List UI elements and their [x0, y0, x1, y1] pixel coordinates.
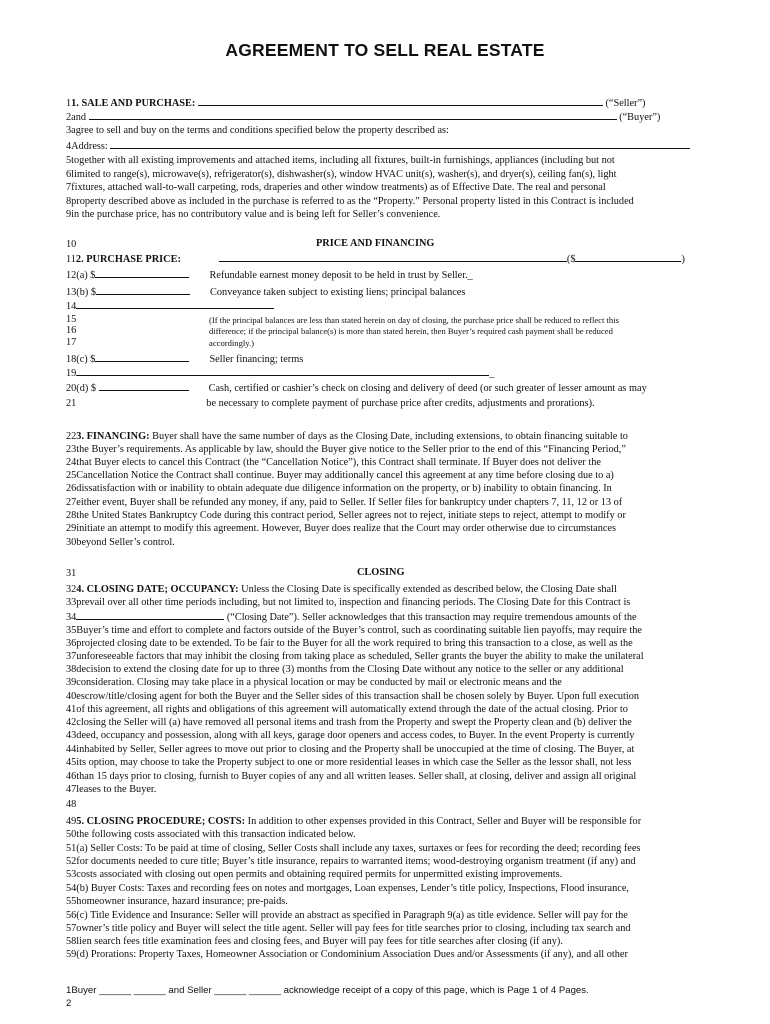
line-28: 28the United States Bankruptcy Code during this contract period, Seller agrees not to reject, initiate steps to reject, attempt to modify or: [66, 510, 626, 521]
earnest-money-blank[interactable]: [95, 268, 189, 278]
line-46: 46than 15 days prior to closing, furnish to Buyer copies of any and all written leases. Seller shall, at closing, deliver and assign all original: [66, 771, 637, 782]
line-9: 9in the purchase price, has no contributory value and is being left for Seller’s convenience.: [66, 209, 441, 220]
page-footer: [66, 984, 589, 1010]
line-49: 495. CLOSING PROCEDURE; COSTS: In addition to other expenses provided in this Contract, Seller and Buyer will be responsible for: [66, 816, 642, 827]
line-30: 30beyond Seller’s control.: [66, 537, 175, 548]
line-20: 20(d) $ Cash, certified or cashier’s check on closing and delivery of deed (or such greater of lesser amount as may: [66, 383, 647, 394]
principal-note-line-3: accordingly.): [209, 338, 255, 348]
address-blank[interactable]: [110, 139, 690, 149]
price-financing-heading: PRICE AND FINANCING: [316, 238, 435, 249]
line-12: 12(a) $ Refundable earnest money deposit to be held in trust by Seller._: [66, 270, 473, 281]
line-39: 39consideration. Closing may take place in a physical location or may be conducted by mail or electronic means and the: [66, 677, 562, 688]
principal-note-line-2: difference; if the principal balance(s) is more than stated herein, then Buyer’s required cash payment shall be reduced: [209, 326, 613, 336]
line-43: 43deed, occupancy and possession, along with all keys, garage door openers and access codes, to Buyer. In the event Property is currently: [66, 730, 635, 741]
line-24: 24that Buyer elects to cancel this Contract (the “Cancellation Notice”), this Contract shall terminate. If Buyer does not deliver the: [66, 457, 601, 468]
principal-note-line-1: (If the principal balances are less than stated herein on day of closing, the purchase price shall be reduced to reflect this: [209, 315, 619, 325]
line-3: 3agree to sell and buy on the terms and conditions specified below the property described as:: [66, 125, 449, 136]
line-56: 56(c) Title Evidence and Insurance: Seller will provide an abstract as specified in Paragraph 9(a) as title evidence. Seller will pay for the: [66, 910, 628, 921]
cash-amount-blank[interactable]: [99, 381, 189, 391]
line-15: 15: [66, 314, 77, 325]
footer-line-number-1: 1: [66, 985, 72, 996]
line-27: 27either event, Buyer shall be refunded any money, if any, paid to Seller. If Seller files for bankruptcy under chapters 7, 11, 12 or 13 of: [66, 497, 623, 508]
seller-name-blank[interactable]: [198, 96, 603, 106]
footer-line-number-2: 2: [66, 998, 72, 1009]
line-31: 31: [66, 568, 77, 579]
buyer-name-blank[interactable]: [89, 110, 617, 120]
line-41: 41of this agreement, all rights and obligations of this agreement will automatically extend through the date of the actual closing. Prior to: [66, 704, 628, 715]
line-11: 112. PURCHASE PRICE: ($ ): [66, 254, 685, 265]
line-44: 44inhabited by Seller, Seller agrees to move out prior to closing and the Property shall be unoccupied at the time of closing. The Buyer, at: [66, 744, 635, 755]
line-54: 54(b) Buyer Costs: Taxes and recording fees on notes and mortgages, Loan expenses, Lender’s title policy, Inspections, Flood insurance,: [66, 883, 629, 894]
line-37: 37unforeseeable factors that may inhibit the closing from taking place as scheduled, Seller grants the buyer the ability to make the unilateral: [66, 651, 644, 662]
line-55: 55homeowner insurance, hazard insurance; pre-paids.: [66, 896, 288, 907]
line-47: 47leases to the Buyer.: [66, 784, 157, 795]
line-35: 35Buyer’s time and effort to complete and factors outside of the Buyer’s control, such as coordinating suitable lien payoffs, may require the: [66, 625, 642, 636]
existing-liens-blank[interactable]: [96, 285, 190, 295]
line-36: 36projected closing date to be extended. To be fair to the Buyer for all the work required to bring this transaction to a close, as well as the: [66, 638, 633, 649]
line-34: 34 (“Closing Date”). Seller acknowledges that this transaction may require tremendous amounts of the: [66, 612, 637, 623]
closing-date-blank[interactable]: [76, 610, 224, 620]
line-1: 11. SALE AND PURCHASE: (“Seller”): [66, 98, 646, 109]
line-38: 38decision to extend the closing date for up to three (3) months from the Closing Date without any notice to the seller or any additional: [66, 664, 624, 675]
line-57: 57owner’s title policy and Buyer will select the title agent. Seller will pay fees for title searches prior to closing, including tax search and: [66, 923, 631, 934]
line-42: 42closing the Seller will (a) have removed all personal items and trash from the Property and swept the Property clean and (b) deliver the: [66, 717, 632, 728]
purchase-price-amount-blank[interactable]: [575, 252, 681, 262]
line-51: 51(a) Seller Costs: To be paid at time of closing, Seller Costs shall include any taxes, surtaxes or fees for recording the deed; recording fees: [66, 843, 641, 854]
line-14: 14: [66, 299, 706, 314]
line-29: 29initiate an attempt to modify this agreement. However, Buyer does realize that the Court may order otherwise due to circumstances: [66, 523, 617, 534]
lien-balances-blank[interactable]: [76, 299, 274, 309]
line-6: 6limited to range(s), microwave(s), refrigerator(s), dishwasher(s), window HVAC unit(s), washer(s), and dryer(s), ceiling fan(s), light: [66, 169, 617, 180]
line-4: 4Address:: [66, 139, 706, 154]
line-17: 17: [66, 337, 77, 348]
line-22: 223. FINANCING: Buyer shall have the same number of days as the Closing Date, including extensions, to obtain financing suitable to: [66, 431, 628, 442]
line-26: 26dissatisfaction with or inability to obtain adequate due diligence information on the property, or b) inability to obtain financing. In: [66, 483, 612, 494]
line-10: 10: [66, 239, 77, 250]
line-58: 58lien search fees title examination fees and closing fees, and Buyer will pay fees for title searches after closing (if any).: [66, 936, 563, 947]
line-2: 2and (“Buyer”): [66, 112, 661, 123]
line-53: 53costs associated with closing out open permits and obtaining required permits for unpermitted existing improvements.: [66, 869, 563, 880]
purchase-price-words-blank[interactable]: [219, 252, 567, 262]
line-25: 25Cancellation Notice the Contract shall continue. Buyer may additionally cancel this agreement at any time before closing due to a): [66, 470, 614, 481]
line-19: 19 _: [66, 368, 495, 379]
line-50: 50the following costs associated with this transaction indicated below.: [66, 829, 356, 840]
line-23: 23the Buyer’s requirements. As applicable by law, should the Buyer give notice to the Seller prior to the end of this “Financing Period,”: [66, 444, 626, 455]
document-title: AGREEMENT TO SELL REAL ESTATE: [225, 40, 545, 60]
line-40: 40escrow/title/closing agent for both the Buyer and the Seller sides of this transaction shall be chosen solely by Buyer. Upon full execution: [66, 691, 640, 702]
closing-heading: CLOSING: [357, 567, 405, 578]
line-13: 13(b) $ Conveyance taken subject to existing liens; principal balances: [66, 287, 466, 298]
line-7: 7fixtures, attached wall-to-wall carpeting, rods, draperies and other window treatments) as of Effective Date. The real and personal: [66, 182, 606, 193]
financing-terms-blank[interactable]: [76, 366, 489, 376]
line-18: 18(c) $ Seller financing; terms: [66, 354, 304, 365]
line-59: 59(d) Prorations: Property Taxes, Homeowner Association or Condominium Association Dues and/or Assessments (if any), and all other: [66, 949, 628, 960]
line-32: 324. CLOSING DATE; OCCUPANCY: Unless the Closing Date is specifically extended as described below, the Closing Date shall: [66, 584, 617, 595]
line-5: 5together with all existing improvements and attached items, including all fixtures, built-in furnishings, appliances (including but not: [66, 155, 615, 166]
line-16: 16: [66, 325, 77, 336]
initials-acknowledgment: Buyer ______ ______ and Seller ______ ______ acknowledge receipt of a copy of this page, which is Page 1 of 4 Pages.: [71, 985, 589, 996]
line-8: 8property described above as included in the purchase is referred to as the “Property.” Personal property listed in this Contract is included: [66, 196, 634, 207]
line-21: 21 be necessary to complete payment of purchase price after credits, adjustments and prorations).: [66, 398, 595, 409]
line-33: 33prevail over all other time periods including, but not limited to, inspection and financing periods. The Closing Date for this Contract is: [66, 597, 631, 608]
line-45: 45its option, may choose to take the Property subject to one or more residential leases in which case the Seller as the lessor shall, not less: [66, 757, 632, 768]
seller-financing-blank[interactable]: [95, 352, 189, 362]
line-52: 52for documents needed to cure title; Buyer’s title insurance, repairs to warranted items; wood-destroying organism treatment (if any) and: [66, 856, 636, 867]
line-48: 48: [66, 799, 77, 810]
